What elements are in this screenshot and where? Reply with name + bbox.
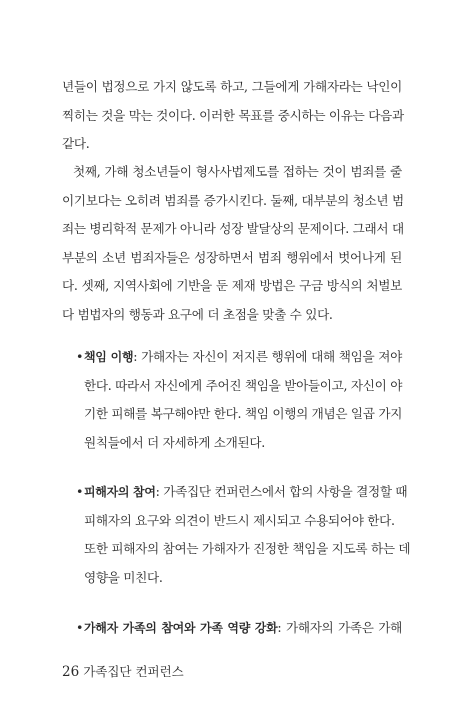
- text-line: 피해자의 요구와 의견이 반드시 제시되고 수용되어야 한다.: [84, 512, 395, 528]
- bullet-dot-icon: •: [76, 484, 84, 499]
- text-line: 다 범법자의 행동과 요구에 더 초점을 맞출 수 있다.: [62, 306, 333, 322]
- text-line: 원칙들에서 더 자세하게 소개된다.: [84, 434, 265, 450]
- bullet-term: 책임 이행: [84, 350, 134, 364]
- text-line: 찍히는 것을 막는 것이다. 이러한 목표를 중시하는 이유는 다음과: [62, 107, 404, 123]
- text-line: 한다. 따라서 자신에게 주어진 책임을 받아들이고, 자신이 야: [84, 377, 403, 393]
- bullet-term: 가해자 가족의 참여와 가족 역량 강화: [84, 621, 278, 635]
- bullet-text: : 가족집단 컨퍼런스에서 합의 사항을 결정할 때: [155, 484, 408, 499]
- text-line: 영향을 미친다.: [84, 569, 163, 585]
- bullet-first-line: [76, 478, 408, 507]
- text-line: 이기보다는 오히려 범죄를 증가시킨다. 둘째, 대부분의 청소년 범: [62, 192, 404, 208]
- bullet-item-family-participation: [76, 614, 402, 643]
- page-footer: [62, 662, 184, 680]
- bullet-text: : 가해자는 자신이 저지른 행위에 대해 책임을 져야: [133, 349, 403, 364]
- reasons-paragraph: [62, 158, 402, 330]
- bullet-text: : 가해자의 가족은 가해: [277, 620, 402, 635]
- text-line: 첫째, 가해 청소년들이 형사사법제도를 접하는 것이 범죄를 줄: [73, 164, 402, 179]
- text-line: 부분의 소년 범죄자들은 성장하면서 범죄 행위에서 벗어나게 된: [62, 249, 402, 265]
- bullet-term: 피해자의 참여: [84, 485, 156, 499]
- bullet-item-victim-participation: [76, 478, 411, 592]
- text-line: 또한 피해자의 참여는 가해자가 진정한 책임을 지도록 하는 데: [84, 541, 411, 557]
- page-number: 26: [62, 664, 80, 680]
- text-line: 년들이 법정으로 가지 않도록 하고, 그들에게 가해자라는 낙인이: [62, 79, 402, 94]
- text-line: 기한 피해를 복구해야만 한다. 책임 이행의 개념은 일곱 가지: [84, 406, 403, 422]
- intro-paragraph: [62, 73, 402, 159]
- text-line: 다. 셋째, 지역사회에 기반을 둔 제재 방법은 구금 방식의 처벌보: [62, 278, 402, 294]
- text-line: 죄는 병리학적 문제가 아니라 성장 발달상의 문제이다. 그래서 대: [62, 221, 404, 237]
- bullet-dot-icon: •: [76, 349, 84, 364]
- running-title: 가족집단 컨퍼런스: [83, 664, 184, 679]
- bullet-dot-icon: •: [76, 620, 84, 635]
- bullet-first-line: [76, 343, 402, 372]
- text-line: 같다.: [62, 136, 90, 152]
- bullet-item-accountability: [76, 343, 402, 457]
- bullet-first-line: [76, 614, 402, 643]
